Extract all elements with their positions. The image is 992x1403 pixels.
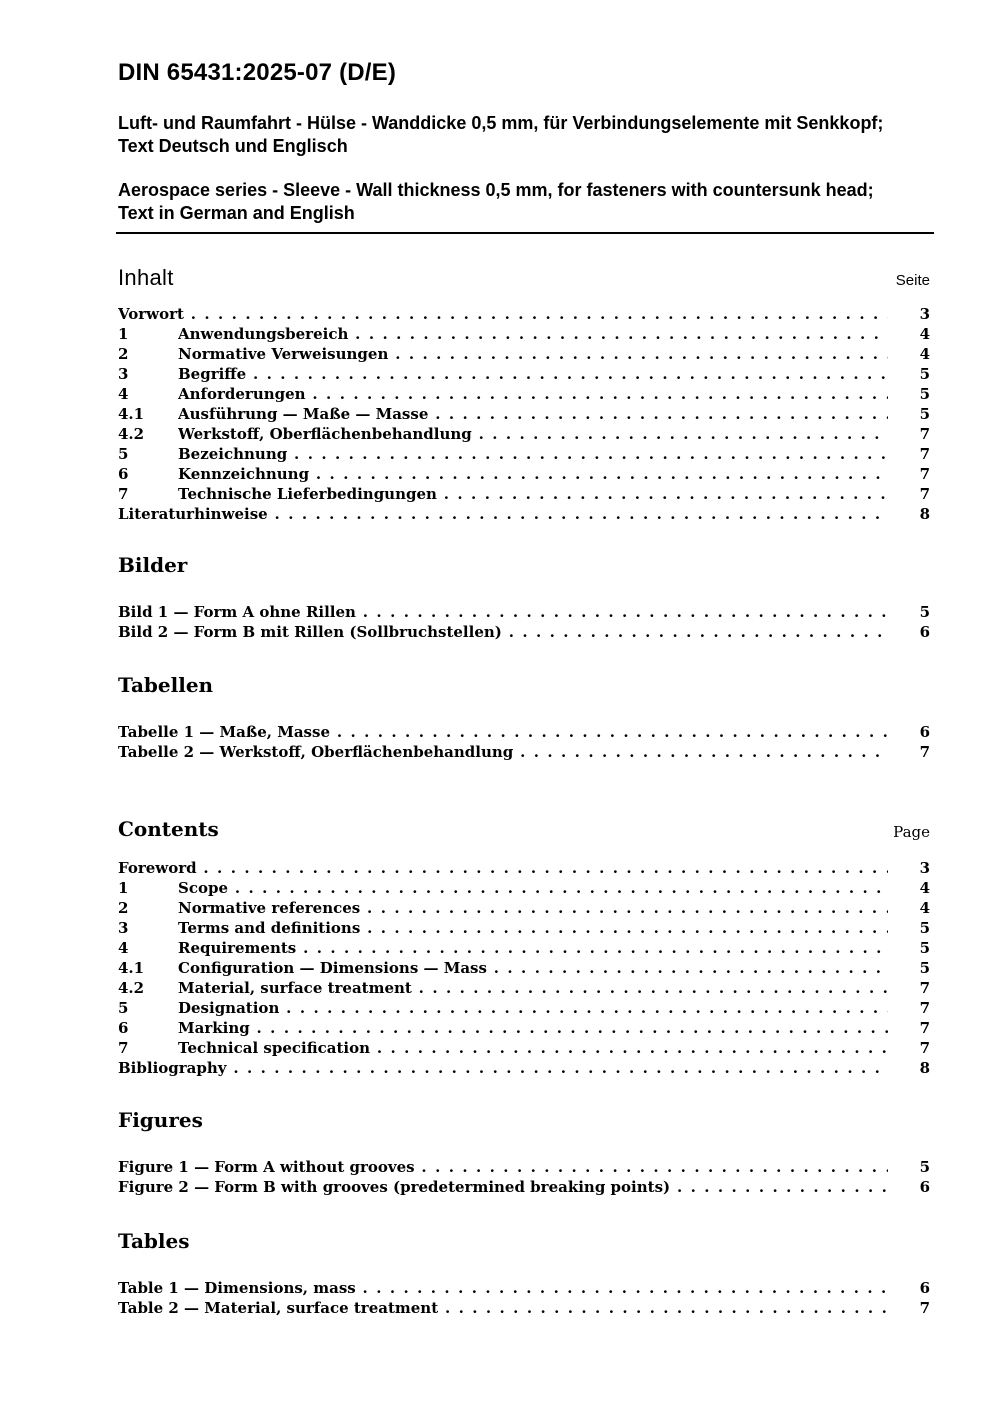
toc-entry-title: Scope . . .	[178, 878, 888, 898]
toc-entry-page-number: 5	[919, 919, 930, 937]
toc-entry-number: 2	[118, 345, 129, 363]
toc-entry-page-number: 7	[919, 979, 930, 997]
toc-entry-number: 6	[118, 465, 129, 483]
toc-entry-page-number: 5	[919, 385, 930, 403]
toc-heading-bilder: Bilder	[118, 553, 188, 577]
toc-entry-number: 7	[118, 485, 129, 503]
toc-entry-title: Bild 1 — Form A ohne Rillen . . .	[118, 602, 888, 622]
toc-entry-number: 4.2	[118, 425, 145, 443]
toc-entry-title: Vorwort . . .	[118, 304, 888, 324]
toc-heading-tabellen: Tabellen	[118, 673, 214, 697]
toc-entry-title: Figure 1 — Form A without grooves . . .	[118, 1157, 888, 1177]
toc-entry[interactable]	[118, 1058, 932, 1078]
toc-entry[interactable]	[118, 464, 932, 484]
toc-entry-title: Table 1 — Dimensions, mass . . .	[118, 1278, 888, 1298]
toc-section-tables	[118, 1227, 932, 1317]
toc-entry-page-number: 7	[919, 1019, 930, 1037]
toc-list-tabellen	[118, 722, 932, 762]
toc-entry-title: Anwendungsbereich . . .	[178, 324, 888, 344]
toc-entry-page-number: 6	[919, 1178, 930, 1196]
page-column-label-seite: Seite	[895, 272, 930, 289]
toc-entry[interactable]	[118, 1298, 932, 1318]
toc-entry-page-number: 7	[919, 465, 930, 483]
toc-entry-number: 4	[118, 939, 129, 957]
toc-entry-title: Werkstoff, Oberflächenbehandlung . . .	[178, 424, 888, 444]
toc-entry-number: 5	[118, 999, 129, 1017]
toc-entry-title: Ausführung — Maße — Masse . . .	[178, 404, 888, 424]
toc-entry-title: Marking . . .	[178, 1018, 888, 1038]
toc-entry-number: 7	[118, 1039, 129, 1057]
toc-entry[interactable]	[118, 918, 932, 938]
toc-entry[interactable]	[118, 958, 932, 978]
toc-entry[interactable]	[118, 1278, 932, 1298]
toc-entry[interactable]	[118, 304, 932, 324]
toc-entry-number: 1	[118, 325, 129, 343]
toc-entry-page-number: 4	[919, 345, 930, 363]
toc-entry[interactable]	[118, 504, 932, 524]
toc-entry-title: Technische Lieferbedingungen . . .	[178, 484, 888, 504]
toc-entry[interactable]	[118, 424, 932, 444]
toc-section-tabellen	[118, 671, 932, 761]
toc-entry-title: Begriffe . . .	[178, 364, 888, 384]
toc-entry-number: 4.1	[118, 959, 145, 977]
toc-entry[interactable]	[118, 404, 932, 424]
toc-section-figures	[118, 1106, 932, 1196]
toc-entry-title: Tabelle 1 — Maße, Masse . . .	[118, 722, 888, 742]
toc-entry-title: Literaturhinweise . . .	[118, 504, 888, 524]
toc-entry-title: Figure 2 — Form B with grooves (predetermined breaking points) . . .	[118, 1177, 888, 1197]
toc-entry[interactable]	[118, 1018, 932, 1038]
toc-list-tables	[118, 1278, 932, 1318]
toc-entry[interactable]	[118, 938, 932, 958]
toc-entry-number: 1	[118, 879, 129, 897]
toc-section-bilder	[118, 551, 932, 641]
toc-list-inhalt	[118, 304, 932, 524]
toc-entry-title: Anforderungen . . .	[178, 384, 888, 404]
toc-entry-title: Normative references . . .	[178, 898, 888, 918]
toc-entry[interactable]	[118, 384, 932, 404]
header-divider	[116, 232, 934, 234]
toc-entry-title: Terms and definitions . . .	[178, 918, 888, 938]
toc-entry-page-number: 7	[919, 1299, 930, 1317]
toc-entry-page-number: 7	[919, 1039, 930, 1057]
toc-entry[interactable]	[118, 324, 932, 344]
toc-entry-number: 4.1	[118, 405, 145, 423]
toc-entry-number: 2	[118, 899, 129, 917]
toc-entry[interactable]	[118, 364, 932, 384]
toc-entry-title: Bibliography . . .	[118, 1058, 888, 1078]
toc-heading-contents: Contents	[118, 817, 219, 841]
toc-entry-page-number: 6	[919, 1279, 930, 1297]
page-column-label-page: Page	[893, 823, 930, 841]
document-number: DIN 65431:2025-07 (D/E)	[118, 59, 397, 86]
toc-entry-page-number: 4	[919, 899, 930, 917]
toc-entry-page-number: 7	[919, 999, 930, 1017]
toc-entry-title: Tabelle 2 — Werkstoff, Oberflächenbehandlung . . .	[118, 742, 888, 762]
toc-entry-title: Table 2 — Material, surface treatment . . .	[118, 1298, 888, 1318]
toc-list-contents	[118, 858, 932, 1078]
toc-entry[interactable]	[118, 622, 932, 642]
toc-entry-title: Bezeichnung . . .	[178, 444, 888, 464]
toc-entry-page-number: 7	[919, 485, 930, 503]
toc-list-bilder	[118, 602, 932, 642]
toc-entry-page-number: 3	[919, 859, 930, 877]
toc-entry-page-number: 7	[919, 445, 930, 463]
toc-entry-number: 5	[118, 445, 129, 463]
toc-entry-title: Technical specification . . .	[178, 1038, 888, 1058]
document-header	[118, 58, 934, 225]
toc-entry[interactable]	[118, 1157, 932, 1177]
toc-list-figures	[118, 1157, 932, 1197]
toc-entry-page-number: 3	[919, 305, 930, 323]
toc-entry-title: Kennzeichnung . . .	[178, 464, 888, 484]
toc-entry[interactable]	[118, 1177, 932, 1197]
toc-entry[interactable]	[118, 978, 932, 998]
toc-section-contents	[118, 815, 932, 1077]
toc-entry[interactable]	[118, 602, 932, 622]
toc-entry[interactable]	[118, 998, 932, 1018]
toc-entry[interactable]	[118, 484, 932, 504]
toc-entry-number: 6	[118, 1019, 129, 1037]
toc-entry-page-number: 4	[919, 879, 930, 897]
toc-entry-page-number: 5	[919, 405, 930, 423]
toc-entry[interactable]	[118, 742, 932, 762]
toc-entry-page-number: 8	[919, 505, 930, 523]
toc-entry[interactable]	[118, 878, 932, 898]
toc-entry-page-number: 7	[919, 743, 930, 761]
toc-entry-number: 3	[118, 365, 129, 383]
toc-entry-number: 4.2	[118, 979, 145, 997]
document-title-german: Luft- und Raumfahrt - Hülse - Wanddicke 0,5 mm, für Verbindungselemente mit Senkkopf; Text Deutsch und Englisch	[118, 113, 884, 156]
toc-entry-page-number: 5	[919, 603, 930, 621]
toc-entry-title: Designation . . .	[178, 998, 888, 1018]
toc-entry[interactable]	[118, 898, 932, 918]
toc-entry-title: Configuration — Dimensions — Mass . . .	[178, 958, 888, 978]
toc-entry-page-number: 5	[919, 365, 930, 383]
toc-entry-page-number: 6	[919, 623, 930, 641]
toc-entry-page-number: 8	[919, 1059, 930, 1077]
toc-entry-title: Requirements . . .	[178, 938, 888, 958]
toc-entry[interactable]	[118, 858, 932, 878]
toc-entry-title: Bild 2 — Form B mit Rillen (Sollbruchstellen) . . .	[118, 622, 888, 642]
toc-entry-number: 4	[118, 385, 129, 403]
toc-heading-inhalt: Inhalt	[118, 265, 174, 290]
toc-entry-number: 3	[118, 919, 129, 937]
toc-entry[interactable]	[118, 444, 932, 464]
document-title-english: Aerospace series - Sleeve - Wall thickness 0,5 mm, for fasteners with countersunk head; Text in German and English	[118, 180, 874, 223]
toc-heading-figures: Figures	[118, 1108, 203, 1132]
toc-entry-title: Material, surface treatment . . .	[178, 978, 888, 998]
toc-section-inhalt	[118, 264, 932, 523]
toc-entry[interactable]	[118, 344, 932, 364]
toc-entry-page-number: 7	[919, 425, 930, 443]
toc-heading-tables: Tables	[118, 1229, 190, 1253]
toc-entry-page-number: 5	[919, 959, 930, 977]
toc-entry-page-number: 5	[919, 939, 930, 957]
toc-entry-page-number: 6	[919, 723, 930, 741]
toc-entry-page-number: 4	[919, 325, 930, 343]
toc-entry-page-number: 5	[919, 1158, 930, 1176]
toc-entry-title: Foreword . . .	[118, 858, 888, 878]
toc-entry[interactable]	[118, 1038, 932, 1058]
toc-entry-title: Normative Verweisungen . . .	[178, 344, 888, 364]
toc-entry[interactable]	[118, 722, 932, 742]
